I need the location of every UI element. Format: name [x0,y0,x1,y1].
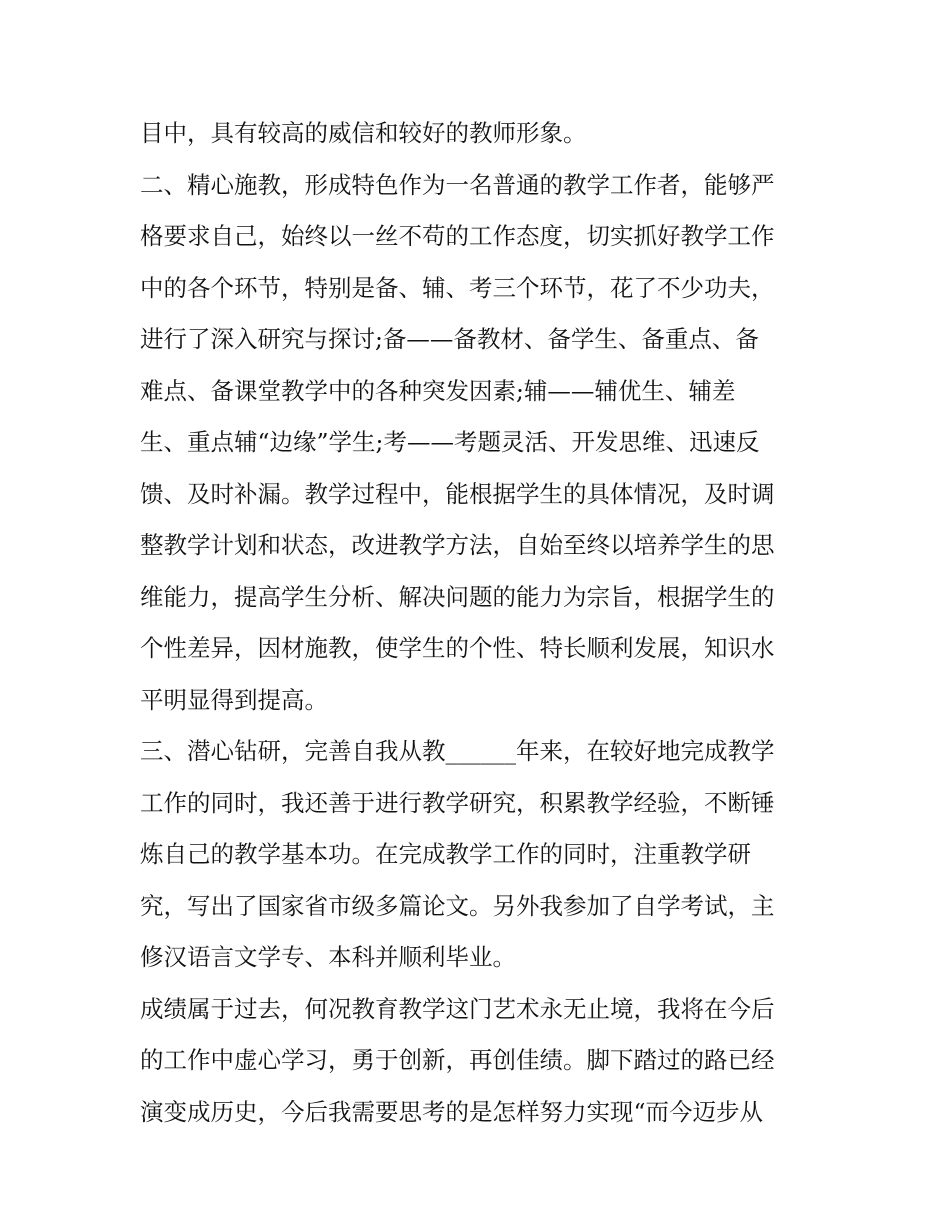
text-line: 目中，具有较高的威信和较好的教师形象。 [140,119,587,147]
text-line: 三、潜心钻研，完善自我从教______年来，在较好地完成教学 [140,737,775,765]
text-line: 馈、及时补漏。教学过程中，能根据学生的具体情况，及时调 [140,479,775,508]
text-line: 工作的同时，我还善于进行教学研究，积累教学经验，不断锤 [140,788,775,817]
text-line: 成绩属于过去，何况教育教学这门艺术永无止境，我将在今后 [140,994,775,1023]
text-line: 中的各个环节，特别是备、辅、考三个环节，花了不少功夫， [140,273,775,302]
text-line: 二、精心施教，形成特色作为一名普通的教学工作者，能够严 [140,170,775,199]
text-line: 格要求自己，始终以一丝不苟的工作态度，切实抓好教学工作 [140,222,775,250]
text-line: 修汉语言文学专、本科并顺利毕业。 [140,943,516,971]
text-line: 维能力，提高学生分析、解决问题的能力为宗旨，根据学生的 [140,582,775,611]
text-line: 平明显得到提高。 [140,685,328,714]
text-line: 生、重点辅“边缘”学生;考——考题灵活、开发思维、迅速反 [140,428,760,456]
document-body [140,108,820,1138]
text-line: 个性差异，因材施教，使学生的个性、特长顺利发展，知识水 [140,634,775,662]
text-line: 整教学计划和状态，改进教学方法，自始至终以培养学生的思 [140,531,775,559]
text-line: 演变成历史，今后我需要思考的是怎样努力实现“而今迈步从 [140,1097,764,1126]
text-line: 的工作中虚心学习，勇于创新，再创佳绩。脚下踏过的路已经 [140,1046,775,1074]
text-line: 难点、备课堂教学中的各种突发因素;辅——辅优生、辅差 [140,376,736,405]
text-line: 进行了深入研究与探讨;备——备教材、备学生、备重点、备 [140,325,759,353]
text-line: 炼自己的教学基本功。在完成教学工作的同时，注重教学研 [140,840,751,868]
text-line: 究，写出了国家省市级多篇论文。另外我参加了自学考试，主 [140,891,775,920]
